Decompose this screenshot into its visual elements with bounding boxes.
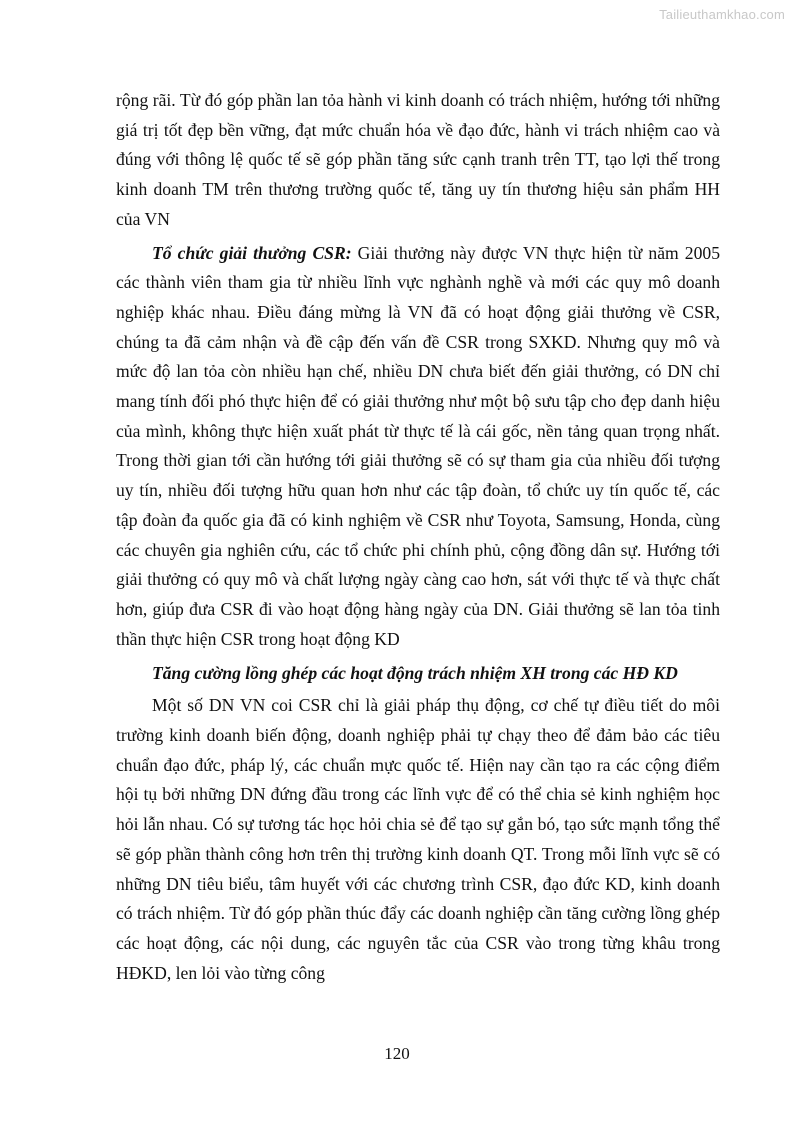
page-body — [116, 86, 720, 992]
watermark: Tailieuthamkhao.com — [659, 7, 785, 22]
paragraph-continuation: rộng rãi. Từ đó góp phần lan tỏa hành vi kinh doanh có trách nhiệm, hướng tới những giá trị tốt đẹp bền vững, đạt mức chuẩn hóa về đạo đức, hành vi trách nhiệm cao và đúng với thông lệ quốc tế sẽ góp phần tăng sức cạnh tranh trên TT, tạo lợi thế trong kinh doanh TM trên thương trường quốc tế, tăng uy tín thương hiệu sản phẩm HH của VN — [116, 90, 720, 229]
paragraph-integration: Một số DN VN coi CSR chỉ là giải pháp thụ động, cơ chế tự điều tiết do môi trường kinh doanh biến động, doanh nghiệp phải tự chạy theo để đảm bảo các tiêu chuẩn đạo đức, pháp lý, các chuẩn mực quốc tế. Hiện nay cần tạo ra các cộng điểm hội tụ bởi những DN đứng đầu trong các lĩnh vực để có thể chia sẻ kinh nghiệm học hỏi lẫn nhau. Có sự tương tác học hỏi chia sẻ để tạo sự gắn bó, tạo sức mạnh tổng thể sẽ góp phần thành công hơn trên thị trường kinh doanh QT. Trong mỗi lĩnh vực sẽ có những DN tiêu biểu, tâm huyết với các chương trình CSR, đạo đức KD, kinh doanh có trách nhiệm. Từ đó góp phần thúc đẩy các doanh nghiệp cần tăng cường lồng ghép các hoạt động, các nội dung, các nguyên tắc của CSR vào trong từng khâu trong HĐKD, len lỏi vào từng công — [116, 695, 720, 983]
paragraph-body-csr-award: Giải thưởng này được VN thực hiện từ năm 2005 các thành viên tham gia từ nhiều lĩnh vực nghành nghề và mới các quy mô doanh nghiệp khác nhau. Điều đáng mừng là VN đã có hoạt động giải thưởng về CSR, chúng ta đã cảm nhận và đề cập đến vấn đề CSR trong SXKD. Nhưng quy mô và mức độ lan tỏa còn nhiều hạn chế, nhiều DN chưa biết đến giải thưởng, có DN chỉ mang tính đối phó thực hiện để có giải thưởng như một bộ sưu tập cho đẹp danh hiệu của mình, không thực hiện xuất phát từ thực tế là cái gốc, nền tảng quan trọng nhất. Trong thời gian tới cần hướng tới giải thưởng sẽ có sự tham gia của nhiều đối tượng uy tín, nhiều đối tượng hữu quan hơn như các tập đoàn, tổ chức uy tín quốc tế, các tập đoàn đa quốc gia đã có kinh nghiệm về CSR như Toyota, Samsung, Honda, cùng các chuyên gia nghiên cứu, các tổ chức phi chính phủ, cộng đồng dân sự. Hướng tới giải thưởng có quy mô và chất lượng ngày càng cao hơn, sát với thực tế và thực chất hơn, giúp đưa CSR đi vào hoạt động hàng ngày của DN. Giải thưởng sẽ lan tỏa tinh thần thực hiện CSR trong hoạt động KD — [116, 242, 720, 649]
section-heading: Tăng cường lồng ghép các hoạt động trách nhiệm XH trong các HĐ KD — [152, 663, 678, 684]
paragraph-csr-award — [116, 239, 720, 655]
paragraph-lead-csr-award: Tổ chức giải thưởng CSR: — [152, 242, 352, 263]
page-number: 120 — [384, 1044, 410, 1063]
